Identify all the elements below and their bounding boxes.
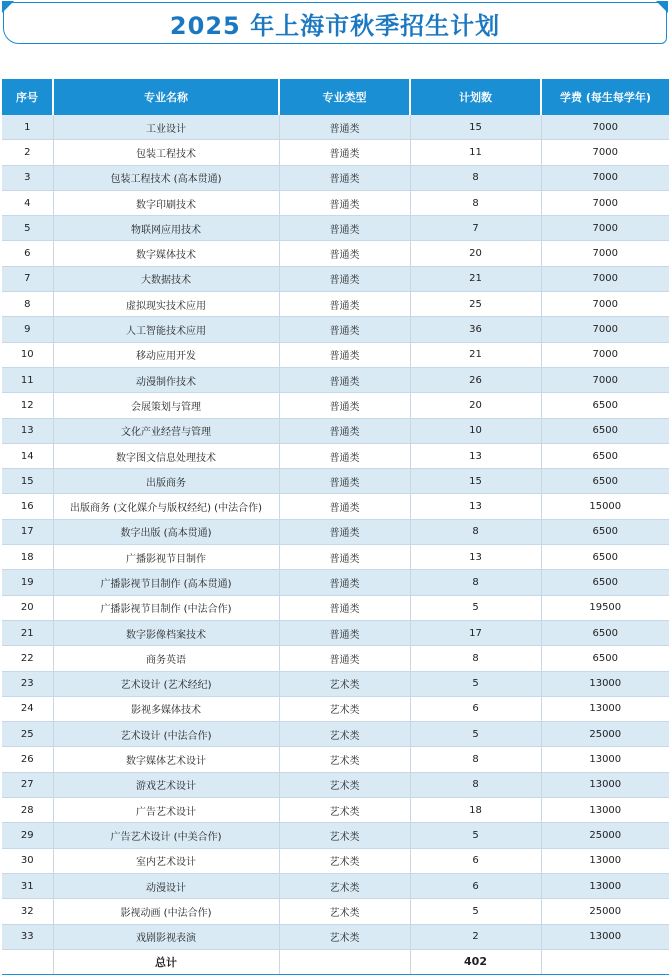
cell-plan-count: 21 xyxy=(410,342,541,367)
cell-major-name: 广播影视节目制作 (高本贯通) xyxy=(53,570,279,595)
cell-plan-count: 5 xyxy=(410,595,541,620)
table-row xyxy=(2,545,669,570)
cell-tuition: 13000 xyxy=(541,747,669,772)
cell-major-type: 艺术类 xyxy=(279,823,410,848)
table-row xyxy=(2,494,669,519)
cell-index: 31 xyxy=(2,873,53,898)
cell-major-type: 普通类 xyxy=(279,595,410,620)
cell-plan-count: 8 xyxy=(410,570,541,595)
cell-index: 25 xyxy=(2,722,53,747)
cell-plan-count: 5 xyxy=(410,823,541,848)
corner-decoration xyxy=(2,1,14,13)
table-row xyxy=(2,519,669,544)
table-row xyxy=(2,722,669,747)
cell-index: 22 xyxy=(2,646,53,671)
cell-major-name: 商务英语 xyxy=(53,646,279,671)
table-row xyxy=(2,646,669,671)
cell-plan-count: 6 xyxy=(410,848,541,873)
cell-plan-count: 11 xyxy=(410,140,541,165)
cell-tuition: 6500 xyxy=(541,393,669,418)
cell-major-name: 出版商务 xyxy=(53,469,279,494)
table-row xyxy=(2,873,669,898)
corner-decoration xyxy=(656,1,668,13)
cell-index: 15 xyxy=(2,469,53,494)
table-row xyxy=(2,772,669,797)
cell-major-type: 普通类 xyxy=(279,443,410,468)
cell-tuition: 6500 xyxy=(541,646,669,671)
cell-tuition: 13000 xyxy=(541,696,669,721)
cell-plan-count: 6 xyxy=(410,696,541,721)
table-row xyxy=(2,924,669,949)
table-row xyxy=(2,266,669,291)
table-row xyxy=(2,241,669,266)
cell-plan-count: 8 xyxy=(410,646,541,671)
title-banner xyxy=(3,2,667,44)
table-row xyxy=(2,899,669,924)
cell-major-type: 普通类 xyxy=(279,469,410,494)
cell-major-type: 普通类 xyxy=(279,317,410,342)
cell-index: 27 xyxy=(2,772,53,797)
cell-major-name: 数字媒体技术 xyxy=(53,241,279,266)
cell-major-name: 室内艺术设计 xyxy=(53,848,279,873)
cell-major-type: 普通类 xyxy=(279,115,410,140)
cell-tuition: 6500 xyxy=(541,570,669,595)
table-row xyxy=(2,342,669,367)
table-row xyxy=(2,570,669,595)
total-tuition-cell xyxy=(541,949,669,974)
cell-major-type: 艺术类 xyxy=(279,722,410,747)
cell-plan-count: 8 xyxy=(410,190,541,215)
cell-major-name: 广告艺术设计 xyxy=(53,798,279,823)
table-row xyxy=(2,620,669,645)
cell-tuition: 7000 xyxy=(541,266,669,291)
cell-plan-count: 15 xyxy=(410,115,541,140)
cell-tuition: 7000 xyxy=(541,342,669,367)
cell-major-type: 艺术类 xyxy=(279,772,410,797)
cell-plan-count: 8 xyxy=(410,519,541,544)
cell-major-type: 艺术类 xyxy=(279,924,410,949)
cell-major-name: 工业设计 xyxy=(53,115,279,140)
header-tuition: 学费 (每生每学年) xyxy=(541,79,669,115)
cell-tuition: 6500 xyxy=(541,418,669,443)
cell-major-name: 数字出版 (高本贯通) xyxy=(53,519,279,544)
cell-major-name: 艺术设计 (中法合作) xyxy=(53,722,279,747)
cell-tuition: 13000 xyxy=(541,873,669,898)
cell-major-type: 艺术类 xyxy=(279,848,410,873)
cell-tuition: 25000 xyxy=(541,899,669,924)
cell-index: 12 xyxy=(2,393,53,418)
cell-major-type: 普通类 xyxy=(279,216,410,241)
cell-major-type: 普通类 xyxy=(279,165,410,190)
cell-plan-count: 8 xyxy=(410,165,541,190)
cell-index: 11 xyxy=(2,367,53,392)
cell-major-name: 影视动画 (中法合作) xyxy=(53,899,279,924)
cell-index: 4 xyxy=(2,190,53,215)
cell-major-name: 包装工程技术 (高本贯通) xyxy=(53,165,279,190)
cell-tuition: 19500 xyxy=(541,595,669,620)
cell-tuition: 6500 xyxy=(541,620,669,645)
cell-tuition: 13000 xyxy=(541,924,669,949)
cell-major-name: 艺术设计 (艺术经纪) xyxy=(53,671,279,696)
table-row xyxy=(2,140,669,165)
page-title: 2025 年上海市秋季招生计划 xyxy=(169,11,501,40)
cell-major-type: 普通类 xyxy=(279,241,410,266)
cell-major-name: 广播影视节目制作 xyxy=(53,545,279,570)
cell-major-type: 普通类 xyxy=(279,342,410,367)
cell-plan-count: 8 xyxy=(410,772,541,797)
cell-tuition: 13000 xyxy=(541,848,669,873)
table-row xyxy=(2,798,669,823)
cell-major-name: 移动应用开发 xyxy=(53,342,279,367)
table-row xyxy=(2,595,669,620)
table-row xyxy=(2,671,669,696)
cell-major-type: 普通类 xyxy=(279,494,410,519)
cell-index: 19 xyxy=(2,570,53,595)
table-row xyxy=(2,292,669,317)
cell-plan-count: 7 xyxy=(410,216,541,241)
cell-index: 26 xyxy=(2,747,53,772)
total-type-cell xyxy=(279,949,410,974)
cell-major-name: 人工智能技术应用 xyxy=(53,317,279,342)
table-row xyxy=(2,216,669,241)
cell-index: 29 xyxy=(2,823,53,848)
cell-plan-count: 20 xyxy=(410,393,541,418)
cell-major-type: 艺术类 xyxy=(279,747,410,772)
cell-tuition: 6500 xyxy=(541,519,669,544)
cell-tuition: 7000 xyxy=(541,165,669,190)
cell-plan-count: 6 xyxy=(410,873,541,898)
cell-major-type: 普通类 xyxy=(279,519,410,544)
cell-index: 3 xyxy=(2,165,53,190)
cell-plan-count: 26 xyxy=(410,367,541,392)
cell-index: 6 xyxy=(2,241,53,266)
cell-major-name: 游戏艺术设计 xyxy=(53,772,279,797)
cell-major-name: 影视多媒体技术 xyxy=(53,696,279,721)
table-row xyxy=(2,443,669,468)
cell-major-name: 广告艺术设计 (中美合作) xyxy=(53,823,279,848)
cell-index: 2 xyxy=(2,140,53,165)
cell-tuition: 7000 xyxy=(541,115,669,140)
cell-tuition: 15000 xyxy=(541,494,669,519)
cell-tuition: 13000 xyxy=(541,671,669,696)
cell-major-type: 艺术类 xyxy=(279,696,410,721)
cell-major-name: 戏剧影视表演 xyxy=(53,924,279,949)
cell-major-name: 数字影像档案技术 xyxy=(53,620,279,645)
cell-major-name: 会展策划与管理 xyxy=(53,393,279,418)
cell-major-name: 动漫设计 xyxy=(53,873,279,898)
table-row xyxy=(2,165,669,190)
cell-tuition: 6500 xyxy=(541,545,669,570)
cell-index: 20 xyxy=(2,595,53,620)
cell-major-type: 普通类 xyxy=(279,367,410,392)
cell-index: 14 xyxy=(2,443,53,468)
table-row xyxy=(2,190,669,215)
cell-major-name: 大数据技术 xyxy=(53,266,279,291)
enrollment-table xyxy=(2,79,669,975)
cell-major-type: 普通类 xyxy=(279,292,410,317)
cell-plan-count: 8 xyxy=(410,747,541,772)
cell-tuition: 25000 xyxy=(541,722,669,747)
table-row xyxy=(2,848,669,873)
cell-plan-count: 5 xyxy=(410,899,541,924)
cell-plan-count: 20 xyxy=(410,241,541,266)
table-row xyxy=(2,747,669,772)
table-row xyxy=(2,367,669,392)
cell-index: 32 xyxy=(2,899,53,924)
table-row xyxy=(2,115,669,140)
cell-index: 13 xyxy=(2,418,53,443)
cell-index: 1 xyxy=(2,115,53,140)
table-header-row xyxy=(2,79,669,115)
cell-index: 30 xyxy=(2,848,53,873)
cell-tuition: 7000 xyxy=(541,317,669,342)
cell-index: 24 xyxy=(2,696,53,721)
cell-tuition: 7000 xyxy=(541,216,669,241)
cell-major-name: 数字印刷技术 xyxy=(53,190,279,215)
cell-major-type: 普通类 xyxy=(279,620,410,645)
cell-major-name: 物联网应用技术 xyxy=(53,216,279,241)
cell-plan-count: 10 xyxy=(410,418,541,443)
cell-plan-count: 36 xyxy=(410,317,541,342)
cell-tuition: 13000 xyxy=(541,772,669,797)
cell-plan-count: 5 xyxy=(410,671,541,696)
table-row xyxy=(2,696,669,721)
cell-major-type: 普通类 xyxy=(279,190,410,215)
cell-index: 10 xyxy=(2,342,53,367)
cell-plan-count: 13 xyxy=(410,494,541,519)
total-value: 402 xyxy=(410,949,541,974)
table-row xyxy=(2,823,669,848)
cell-major-name: 动漫制作技术 xyxy=(53,367,279,392)
total-index-cell xyxy=(2,949,53,974)
cell-major-type: 普通类 xyxy=(279,545,410,570)
cell-plan-count: 17 xyxy=(410,620,541,645)
cell-index: 9 xyxy=(2,317,53,342)
cell-plan-count: 2 xyxy=(410,924,541,949)
header-major-name: 专业名称 xyxy=(53,79,279,115)
cell-major-name: 数字图文信息处理技术 xyxy=(53,443,279,468)
table-row xyxy=(2,418,669,443)
cell-major-name: 数字媒体艺术设计 xyxy=(53,747,279,772)
cell-tuition: 7000 xyxy=(541,140,669,165)
cell-major-type: 普通类 xyxy=(279,393,410,418)
cell-plan-count: 5 xyxy=(410,722,541,747)
cell-major-type: 艺术类 xyxy=(279,899,410,924)
cell-plan-count: 25 xyxy=(410,292,541,317)
cell-index: 7 xyxy=(2,266,53,291)
header-plan-count: 计划数 xyxy=(410,79,541,115)
cell-major-type: 艺术类 xyxy=(279,671,410,696)
cell-major-name: 虚拟现实技术应用 xyxy=(53,292,279,317)
cell-index: 21 xyxy=(2,620,53,645)
cell-index: 17 xyxy=(2,519,53,544)
cell-tuition: 13000 xyxy=(541,798,669,823)
cell-major-type: 普通类 xyxy=(279,570,410,595)
cell-index: 5 xyxy=(2,216,53,241)
table-body xyxy=(2,115,669,949)
cell-index: 33 xyxy=(2,924,53,949)
cell-plan-count: 13 xyxy=(410,443,541,468)
header-index: 序号 xyxy=(2,79,53,115)
cell-tuition: 7000 xyxy=(541,367,669,392)
cell-plan-count: 13 xyxy=(410,545,541,570)
table-row xyxy=(2,393,669,418)
cell-major-type: 艺术类 xyxy=(279,798,410,823)
cell-major-type: 普通类 xyxy=(279,140,410,165)
cell-major-name: 广播影视节目制作 (中法合作) xyxy=(53,595,279,620)
cell-major-type: 艺术类 xyxy=(279,873,410,898)
cell-index: 28 xyxy=(2,798,53,823)
cell-plan-count: 15 xyxy=(410,469,541,494)
cell-index: 23 xyxy=(2,671,53,696)
cell-tuition: 25000 xyxy=(541,823,669,848)
header-major-type: 专业类型 xyxy=(279,79,410,115)
cell-major-type: 普通类 xyxy=(279,418,410,443)
cell-tuition: 6500 xyxy=(541,469,669,494)
cell-plan-count: 21 xyxy=(410,266,541,291)
cell-index: 8 xyxy=(2,292,53,317)
total-row xyxy=(2,949,669,974)
cell-tuition: 6500 xyxy=(541,443,669,468)
cell-plan-count: 18 xyxy=(410,798,541,823)
cell-major-name: 出版商务 (文化媒介与版权经纪) (中法合作) xyxy=(53,494,279,519)
total-label: 总计 xyxy=(53,949,279,974)
cell-tuition: 7000 xyxy=(541,241,669,266)
cell-major-name: 文化产业经营与管理 xyxy=(53,418,279,443)
table-row xyxy=(2,317,669,342)
cell-major-type: 普通类 xyxy=(279,266,410,291)
cell-tuition: 7000 xyxy=(541,190,669,215)
cell-index: 16 xyxy=(2,494,53,519)
cell-index: 18 xyxy=(2,545,53,570)
cell-major-name: 包装工程技术 xyxy=(53,140,279,165)
cell-major-type: 普通类 xyxy=(279,646,410,671)
table-row xyxy=(2,469,669,494)
cell-tuition: 7000 xyxy=(541,292,669,317)
